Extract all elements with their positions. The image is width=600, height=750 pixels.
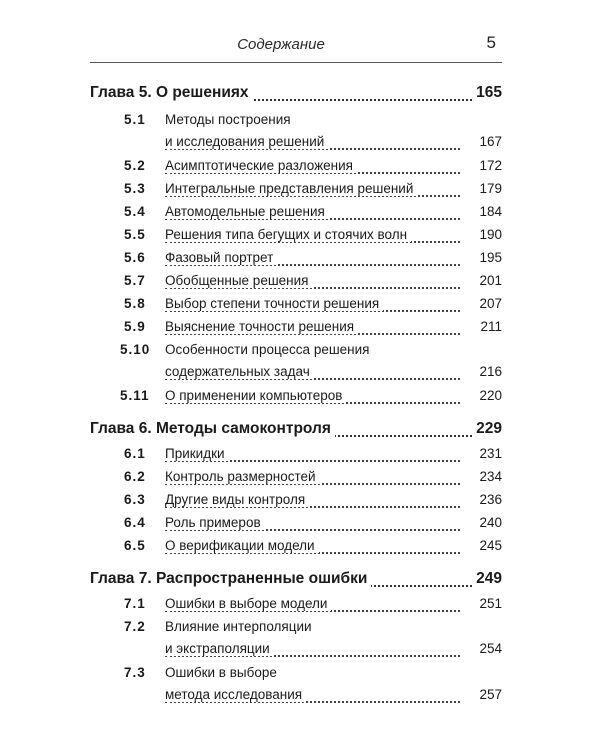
section-number: 6.1	[124, 446, 146, 461]
section-number: 5.11	[120, 388, 150, 403]
section-number: 6.3	[124, 492, 146, 507]
section-number: 5.2	[124, 158, 146, 173]
toc-section-5-4[interactable]	[0, 204, 600, 224]
section-title: Другие виды контроля	[165, 492, 309, 507]
chapter-title: Глава 5. О решениях	[90, 84, 253, 102]
section-page: 172	[473, 158, 502, 173]
section-number: 7.3	[124, 665, 146, 680]
section-number: 6.5	[124, 538, 146, 553]
section-page: 240	[473, 515, 502, 530]
section-title: Асимптотические разложения	[165, 158, 357, 173]
section-number: 5.10	[120, 342, 151, 357]
section-title: Роль примеров	[165, 515, 265, 530]
chapter-title: Глава 6. Методы самоконтроля	[90, 420, 335, 438]
toc-section-5-11[interactable]	[0, 388, 600, 408]
section-title: Выбор степени точности решения	[165, 296, 383, 311]
section-title: Прикидки	[165, 446, 229, 461]
section-number: 5.7	[124, 273, 146, 288]
chapter-page: 249	[472, 570, 502, 588]
section-page: 190	[473, 227, 502, 242]
section-page: 184	[473, 204, 502, 219]
section-title-continued: и экстраполяции	[165, 641, 274, 656]
section-title: Фазовый портрет	[165, 250, 277, 265]
section-number: 5.3	[124, 181, 146, 196]
toc-section-5-1[interactable]	[0, 112, 600, 154]
chapter-page: 229	[472, 420, 502, 438]
section-number: 5.6	[124, 250, 146, 265]
section-page: 251	[473, 596, 502, 611]
section-page: 234	[473, 469, 502, 484]
section-page: 167	[473, 134, 502, 149]
section-page: 201	[473, 273, 502, 288]
toc-section-6-3[interactable]	[0, 492, 600, 512]
section-number: 5.9	[124, 319, 146, 334]
chapter-page: 165	[472, 84, 502, 102]
section-title: Методы построения	[165, 112, 295, 127]
toc-section-6-5[interactable]	[0, 538, 600, 558]
page-number: 5	[486, 33, 496, 52]
toc-section-7-2[interactable]	[0, 619, 600, 661]
section-number: 7.1	[124, 596, 146, 611]
section-page: 231	[473, 446, 502, 461]
section-title: Контроль размерностей	[165, 469, 320, 484]
section-page: 257	[473, 687, 502, 702]
toc-section-5-10[interactable]	[0, 342, 600, 384]
running-title: Содержание	[237, 36, 325, 53]
section-title: Обобщенные решения	[165, 273, 312, 288]
section-title: Ошибки в выборе модели	[165, 596, 331, 611]
toc-section-7-3[interactable]	[0, 665, 600, 707]
section-title: О верификации модели	[165, 538, 319, 553]
chapter-title: Глава 7. Распространенные ошибки	[90, 570, 371, 588]
section-title: Решения типа бегущих и стоячих волн	[165, 227, 411, 242]
section-page: 236	[473, 492, 502, 507]
toc-section-7-1[interactable]	[0, 596, 600, 616]
section-number: 5.1	[124, 112, 146, 127]
section-number: 6.4	[124, 515, 146, 530]
toc-section-5-7[interactable]	[0, 273, 600, 293]
section-title: Ошибки в выборе	[165, 665, 281, 680]
toc-chapter-6[interactable]	[0, 420, 600, 440]
toc-section-6-2[interactable]	[0, 469, 600, 489]
toc-section-5-9[interactable]	[0, 319, 600, 339]
toc-section-5-2[interactable]	[0, 158, 600, 178]
section-page: 220	[473, 388, 502, 403]
section-number: 5.5	[124, 227, 146, 242]
section-number: 7.2	[124, 619, 146, 634]
section-title: О применении компьютеров	[165, 388, 346, 403]
section-number: 6.2	[124, 469, 146, 484]
toc-section-5-5[interactable]	[0, 227, 600, 247]
section-number: 5.4	[124, 204, 146, 219]
section-page: 179	[473, 181, 502, 196]
section-page: 245	[473, 538, 502, 553]
section-page: 195	[473, 250, 502, 265]
toc-section-5-6[interactable]	[0, 250, 600, 270]
section-title-continued: метода исследования	[165, 687, 306, 702]
section-page: 254	[473, 641, 502, 656]
toc-section-6-1[interactable]	[0, 446, 600, 466]
toc-chapter-5[interactable]	[0, 84, 600, 104]
toc-section-6-4[interactable]	[0, 515, 600, 535]
section-page: 211	[474, 319, 502, 334]
section-page: 207	[473, 296, 502, 311]
toc-section-5-3[interactable]	[0, 181, 600, 201]
toc-section-5-8[interactable]	[0, 296, 600, 316]
section-number: 5.8	[124, 296, 146, 311]
section-title: Выяснение точности решения	[165, 319, 358, 334]
section-page: 216	[473, 364, 502, 379]
section-title: Автомодельные решения	[165, 204, 329, 219]
section-title-continued: содержательных задач	[165, 364, 314, 379]
section-title-continued: и исследования решений	[165, 134, 328, 149]
section-title: Особенности процесса решения	[165, 342, 373, 357]
toc-chapter-7[interactable]	[0, 570, 600, 590]
section-title: Интегральные представления решений	[165, 181, 417, 196]
section-title: Влияние интерполяции	[165, 619, 316, 634]
